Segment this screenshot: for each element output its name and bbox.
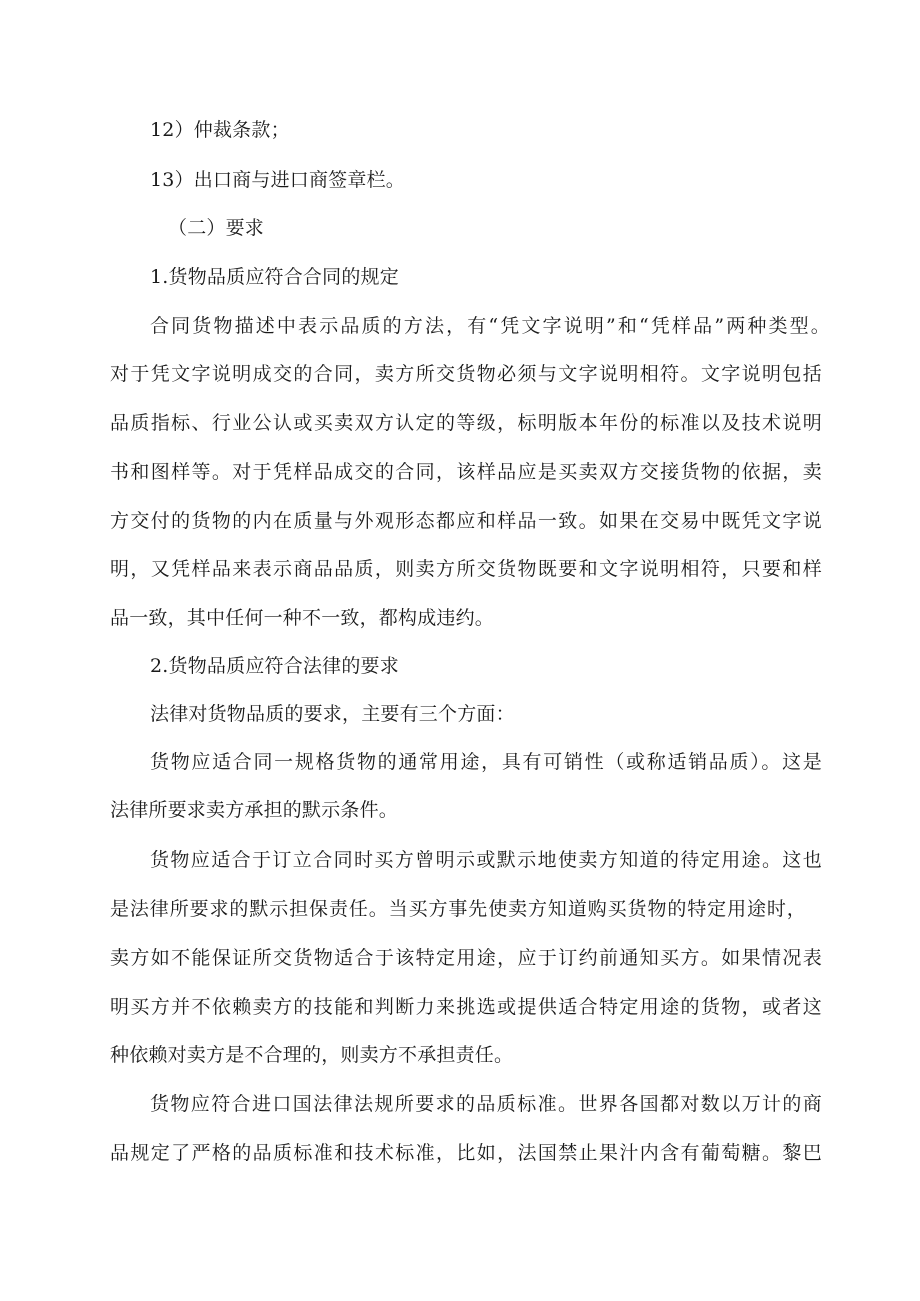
paragraph-line: 货物应符合进口国法律法规所要求的品质标准。世界各国都对数以万计的商 — [150, 1093, 822, 1115]
paragraph-line: 品规定了严格的品质标准和技术标准，比如，法国禁止果汁内含有葡萄糖。黎巴 — [110, 1142, 822, 1164]
paragraph-line: 卖方如不能保证所交货物适合于该特定用途，应于订约前通知买方。如果情况表 — [110, 947, 822, 969]
paragraph-line: 对于凭文字说明成交的合同，卖方所交货物必须与文字说明相符。文字说明包括 — [110, 363, 822, 385]
list-item-12: 12）仲裁条款； — [150, 119, 290, 141]
paragraph-line: 货物应适合于订立合同时买方曾明示或默示地使卖方知道的待定用途。这也 — [150, 849, 822, 871]
paragraph-line: 书和图样等。对于凭样品成交的合同，该样品应是买卖双方交接货物的依据，卖 — [110, 461, 822, 483]
paragraph-line: 是法律所要求的默示担保责任。当买方事先使卖方知道购买货物的特定用途时， — [110, 898, 806, 920]
subsection-heading-1: 1.货物品质应符合合同的规定 — [150, 266, 399, 288]
paragraph-line: 法律对货物品质的要求，主要有三个方面： — [150, 703, 515, 725]
paragraph-line: 明买方并不依赖卖方的技能和判断力来挑选或提供适合特定用途的货物，或者这 — [110, 996, 822, 1018]
list-item-13: 13）出口商与进口商签章栏。 — [150, 169, 405, 191]
subsection-heading-2: 2.货物品质应符合法律的要求 — [150, 655, 399, 677]
paragraph-line: 品一致，其中任何一种不一致，都构成违约。 — [110, 607, 495, 629]
paragraph-line: 明，又凭样品来表示商品品质，则卖方所交货物既要和文字说明相符，只要和样 — [110, 558, 822, 580]
paragraph-line: 种依赖对卖方是不合理的，则卖方不承担责任。 — [110, 1044, 514, 1066]
paragraph-line: 合同货物描述中表示品质的方法，有“凭文字说明”和“凭样品”两种类型。 — [150, 315, 830, 337]
paragraph-line: 法律所要求卖方承担的默示条件。 — [110, 799, 399, 821]
paragraph-line: 方交付的货物的内在质量与外观形态都应和样品一致。如果在交易中既凭文字说 — [110, 510, 822, 532]
paragraph-line: 货物应适合同一规格货物的通常用途，具有可销性（或称适销品质）。这是 — [150, 751, 822, 773]
section-heading: （二）要求 — [168, 217, 265, 239]
paragraph-line: 品质指标、行业公认或买卖双方认定的等级，标明版本年份的标准以及技术说明 — [110, 412, 822, 434]
